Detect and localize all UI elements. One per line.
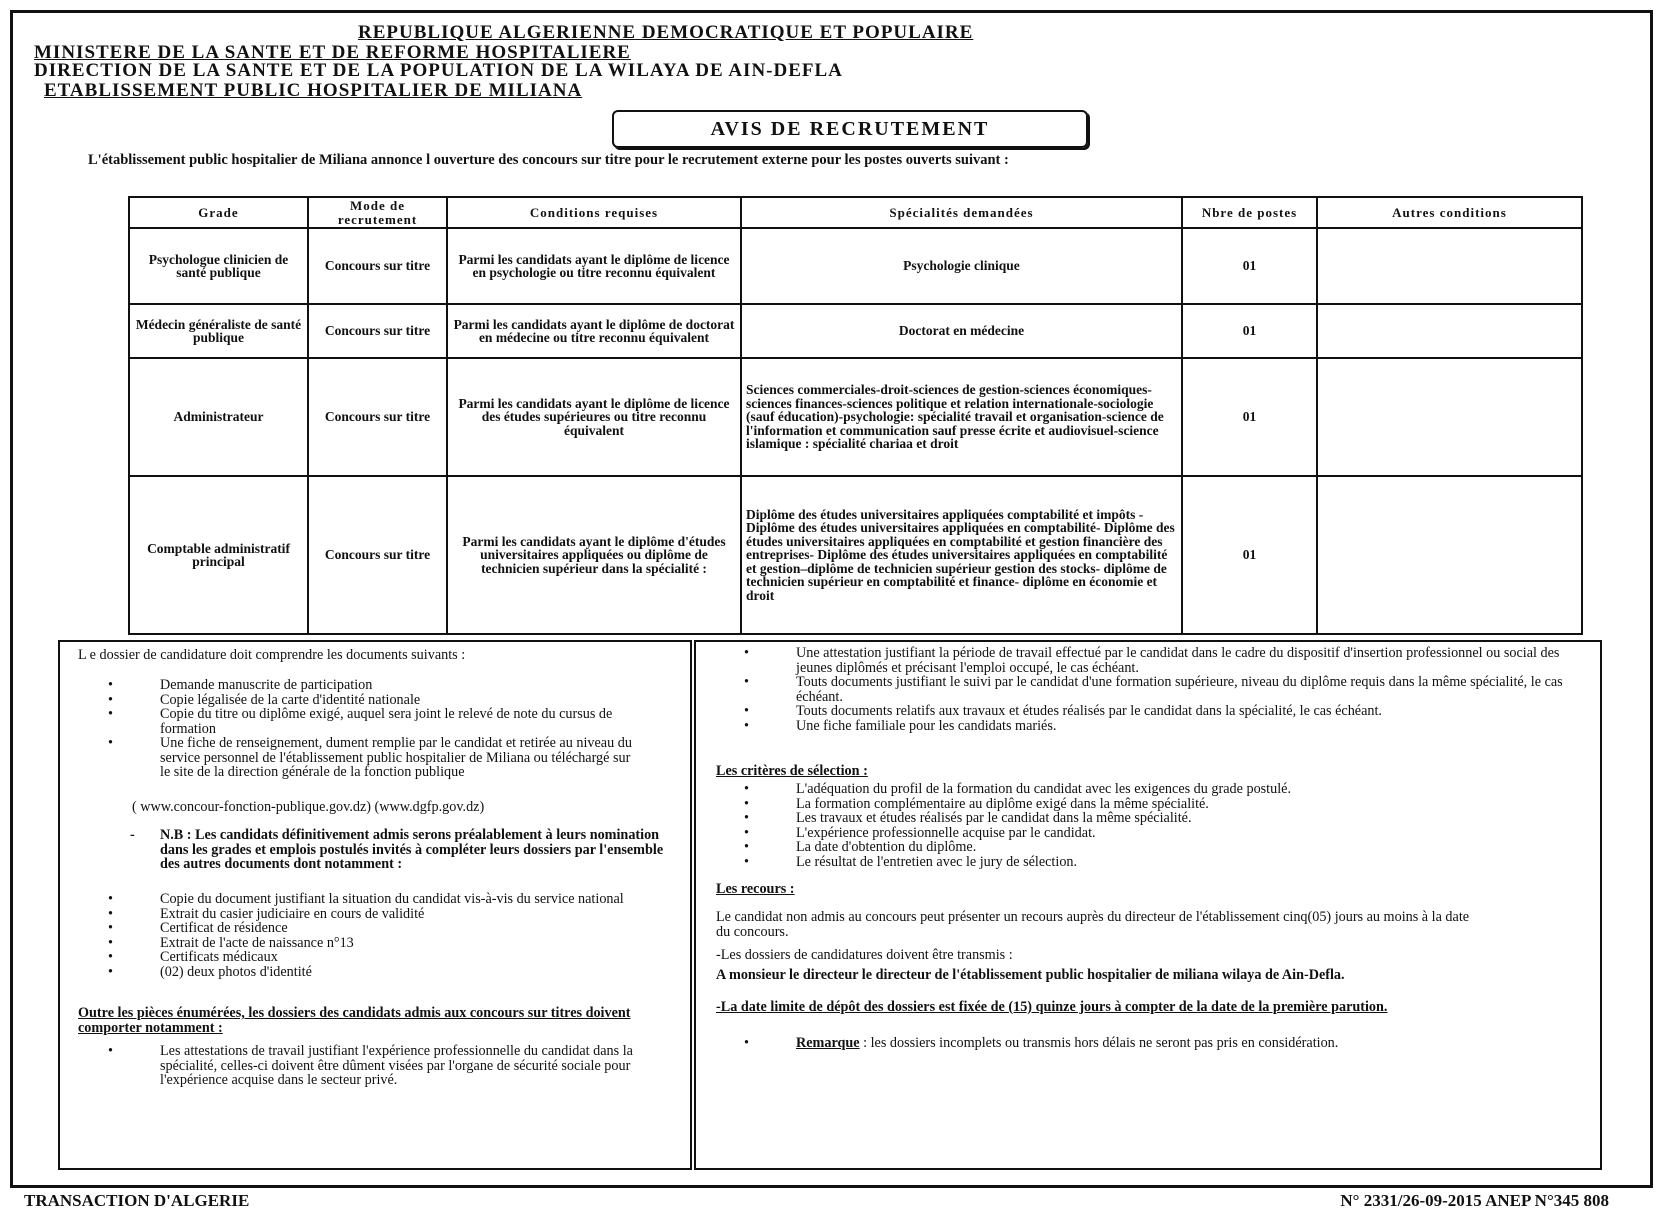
remark-line: • Remarque : les dossiers incomplets ou transmis hors délais ne seront pas pris en considération.: [744, 1035, 1339, 1051]
cell-specialites: Sciences commerciales-droit-sciences de gestion-sciences économiques-sciences finances-sciences politique et relation internationale-sociologie (sauf éducation)-psychologie: spécialité travail et organisation-science de l'information et communication sauf presse écrite et audiovisuel-science islamique : spécialité chariaa et droit: [741, 358, 1182, 476]
header-republique: REPUBLIQUE ALGERIENNE DEMOCRATIQUE ET POPULAIRE: [358, 22, 974, 43]
footer-reference: N° 2331/26-09-2015 ANEP N°345 808: [1340, 1191, 1609, 1210]
cell-autres: [1317, 228, 1582, 304]
criteres-heading: Les critères de sélection :: [716, 763, 868, 779]
list-item: • Copie du titre ou diplôme exigé, auquel sera joint le relevé de note du cursus de formation: [108, 706, 613, 737]
outre-heading: Outre les pièces énumérées, les dossiers des candidats admis aux concours sur titres doivent comporter notamment :: [78, 1005, 631, 1036]
cell-postes: 01: [1182, 358, 1317, 476]
positions-table: [128, 196, 1583, 635]
intro-text: L'établissement public hospitalier de Miliana annonce l ouverture des concours sur titre pour le recrutement externe pour les postes ouverts suivant :: [88, 152, 1009, 168]
col-conditions: Conditions requises: [447, 197, 741, 228]
cell-autres: [1317, 476, 1582, 634]
cell-mode: Concours sur titre: [308, 304, 447, 358]
documents-intro: L e dossier de candidature doit comprendre les documents suivants :: [78, 647, 466, 663]
details-section: [58, 640, 1600, 1170]
cell-mode: Concours sur titre: [308, 358, 447, 476]
list-item: • Touts documents justifiant le suivi par le candidat d'une formation supérieure, niveau du diplôme requis dans la même spécialité, le cas échéant.: [744, 674, 1563, 705]
header-ministere: MINISTERE DE LA SANTE ET DE REFORME HOSPITALIERE: [34, 42, 631, 63]
dossiers-line: -Les dossiers de candidatures doivent être transmis :: [716, 947, 1013, 963]
cell-autres: [1317, 304, 1582, 358]
cell-postes: 01: [1182, 304, 1317, 358]
cell-postes: 01: [1182, 228, 1317, 304]
table-header-row: [129, 197, 1582, 228]
links-line[interactable]: ( www.concour-fonction-publique.gov.dz) (www.dgfp.gov.dz): [132, 799, 485, 815]
cell-conditions: Parmi les candidats ayant le diplôme de doctorat en médecine ou titre reconnu équivalent: [447, 304, 741, 358]
list-item: • L'adéquation du profil de la formation du candidat avec les exigences du grade postulé.: [744, 781, 1292, 797]
list-item: • L'expérience professionnelle acquise par le candidat.: [744, 824, 1096, 841]
list-item: • Le résultat de l'entretien avec le jury de sélection.: [744, 853, 1078, 870]
list-item: • Copie légalisée de la carte d'identité nationale: [108, 691, 421, 708]
table-row: [129, 228, 1582, 304]
notice-title: AVIS DE RECRUTEMENT: [612, 110, 1088, 148]
col-mode: Mode de recrutement: [308, 197, 447, 228]
table-row: [129, 304, 1582, 358]
table-row: [129, 476, 1582, 634]
cell-grade: Médecin généraliste de santé publique: [129, 304, 308, 358]
list-item: • Une fiche de renseignement, dument remplie par le candidat et retirée au niveau du service personnel de l'établissement public hospitalier de Miliana ou téléchargé sur le site de la direction générale de la fonction publique: [108, 735, 632, 780]
criteres-list: [696, 782, 1576, 869]
list-item: • Les travaux et études réalisés par le candidat dans la même spécialité.: [744, 810, 1192, 826]
cell-autres: [1317, 358, 1582, 476]
extra-documents-list: [696, 646, 1576, 733]
list-item: • Touts documents relatifs aux travaux et études réalisés par le candidat dans la spécialité, le cas échéant.: [744, 703, 1382, 719]
list-item: • Demande manuscrite de participation: [108, 677, 373, 693]
recours-text: Le candidat non admis au concours peut présenter un recours auprès du directeur de l'établissement cinq(05) jours au moins à la date du concours.: [716, 909, 1470, 940]
list-item: • La formation complémentaire au diplôme exigé dans la même spécialité.: [744, 795, 1209, 812]
list-item: • Extrait du casier judiciaire en cours de validité: [108, 905, 425, 922]
cell-mode: Concours sur titre: [308, 228, 447, 304]
list-item: • Les attestations de travail justifiant l'expérience professionnelle du candidat dans la spécialité, celles-ci doivent être dûment visées par l'organe de sécurité sociale pour l'expérience acquise dans le secteur privé.: [108, 1043, 633, 1088]
list-item: • Extrait de l'acte de naissance n°13: [108, 934, 354, 951]
recours-heading: Les recours :: [716, 881, 795, 897]
cell-specialites: Doctorat en médecine: [741, 304, 1182, 358]
nb-note: - N.B : Les candidats définitivement admis serons préalablement à leurs nomination dans les grades et emplois postulés invités à compléter leurs dossiers par l'ensemble des autres documents dont notamment :: [130, 827, 664, 872]
cell-grade: Administrateur: [129, 358, 308, 476]
documents-list: [60, 678, 640, 780]
list-item: • Une fiche familiale pour les candidats mariés.: [744, 717, 1057, 734]
list-item: • Une attestation justifiant la période de travail effectué par le candidat dans le cadre du dispositif d'insertion professionnel ou social des jeunes diplômés et précisant l'emploi occupé, le cas échéant.: [744, 645, 1560, 676]
cell-conditions: Parmi les candidats ayant le diplôme de licence des études supérieures ou titre reconnu équivalent: [447, 358, 741, 476]
col-postes: Nbre de postes: [1182, 197, 1317, 228]
additional-documents-list: [60, 892, 660, 979]
cell-specialites: Diplôme des études universitaires appliquées comptabilité et impôts - Diplôme des études universitaires appliquées en comptabilité- Diplôme des études universitaires appliquées en comptabilité et gestion financière des entreprises- Diplôme des études universitaires appliquées en comptabilité et gestion–diplôme de technicien supérieur gestion des stocks- diplôme de technicien supérieur en comptabilité et finance- diplôme en économie et droit: [741, 476, 1182, 634]
address-line: A monsieur le directeur le directeur de l'établissement public hospitalier de miliana wilaya de Ain-Defla.: [716, 967, 1345, 983]
list-item: • La date d'obtention du diplôme.: [744, 839, 977, 855]
cell-conditions: Parmi les candidats ayant le diplôme de licence en psychologie ou titre reconnu équivalent: [447, 228, 741, 304]
table-row: [129, 358, 1582, 476]
cell-grade: Comptable administratif principal: [129, 476, 308, 634]
list-item: • Copie du document justifiant la situation du candidat vis-à-vis du service national: [108, 891, 624, 907]
col-specialites: Spécialités demandées: [741, 197, 1182, 228]
criteria-panel: [694, 640, 1602, 1170]
cell-specialites: Psychologie clinique: [741, 228, 1182, 304]
header-direction: DIRECTION DE LA SANTE ET DE LA POPULATION DE LA WILAYA DE AIN-DEFLA: [34, 60, 843, 81]
cell-conditions: Parmi les candidats ayant le diplôme d'études universitaires appliquées ou diplôme de technicien supérieur dans la spécialité :: [447, 476, 741, 634]
list-item: • (02) deux photos d'identité: [108, 963, 312, 980]
header-etablissement: ETABLISSEMENT PUBLIC HOSPITALIER DE MILIANA: [44, 80, 583, 101]
cell-postes: 01: [1182, 476, 1317, 634]
list-item: • Certificats médicaux: [108, 949, 278, 965]
cell-mode: Concours sur titre: [308, 476, 447, 634]
documents-panel: [58, 640, 692, 1170]
experience-list: [60, 1044, 660, 1088]
col-grade: Grade: [129, 197, 308, 228]
deadline-line: -La date limite de dépôt des dossiers est fixée de (15) quinze jours à compter de la date de la première parution.: [716, 999, 1388, 1015]
cell-grade: Psychologue clinicien de santé publique: [129, 228, 308, 304]
footer-source: TRANSACTION D'ALGERIE: [24, 1191, 250, 1210]
col-autres: Autres conditions: [1317, 197, 1582, 228]
list-item: • Certificat de résidence: [108, 920, 288, 936]
